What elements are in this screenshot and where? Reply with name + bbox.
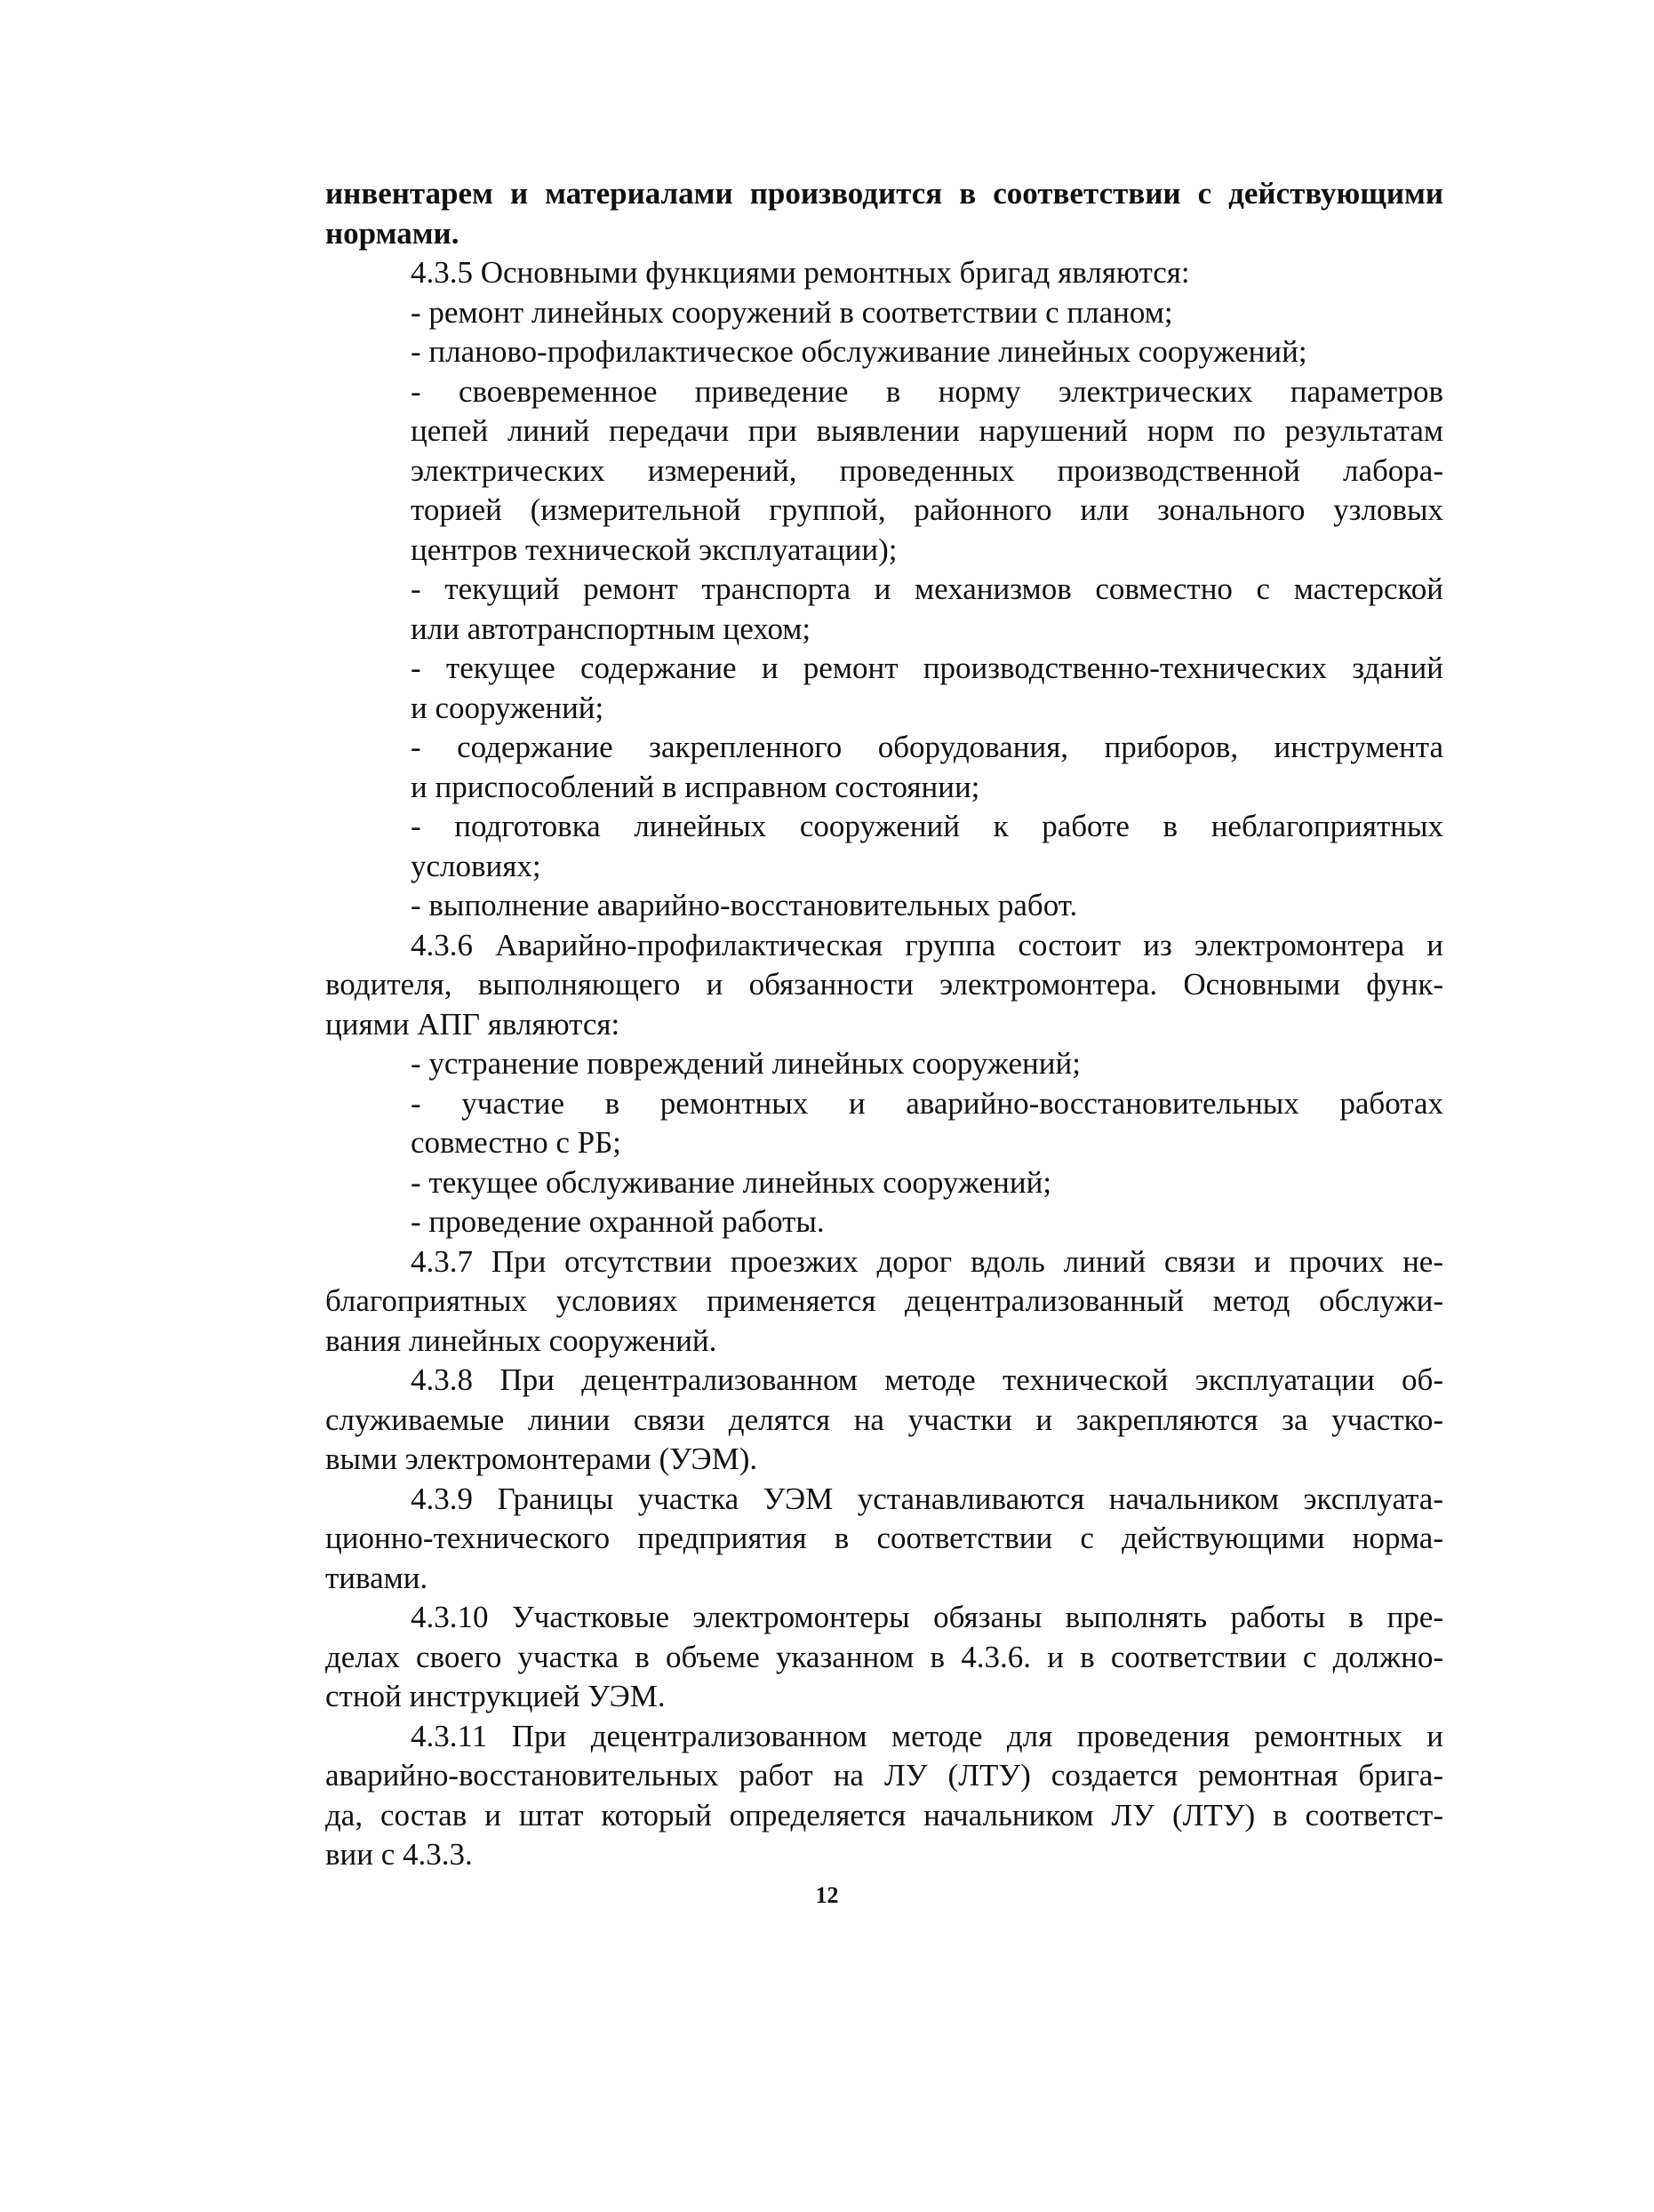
text-line: 4.3.9 Границы участка УЭМ устанавливаются начальником эксплуата- xyxy=(411,1481,1443,1516)
page-number: 12 xyxy=(815,1882,839,1908)
text-line: аварийно-восстановительных работ на ЛУ (ЛТУ) создается ремонтная брига- xyxy=(325,1758,1443,1793)
text-line: вии с 4.3.3. xyxy=(325,1837,473,1872)
text-line: 4.3.5 Основными функциями ремонтных бригад являются: xyxy=(411,255,1190,290)
text-line: водителя, выполняющего и обязанности электромонтера. Основными функ- xyxy=(325,967,1443,1002)
text-line: и сооружений; xyxy=(411,690,604,725)
text-line: - своевременное приведение в норму электрических параметров xyxy=(411,373,1443,409)
text-line: благоприятных условиях применяется децентрализованный метод обслужи- xyxy=(325,1283,1443,1318)
text-line: условиях; xyxy=(411,848,541,883)
text-line: 4.3.7 При отсутствии проезжих дорог вдоль линий связи и прочих не- xyxy=(411,1243,1443,1279)
text-line: 4.3.11 При децентрализованном методе для проведения ремонтных и xyxy=(411,1718,1443,1753)
text-line: делах своего участка в объеме указанном в 4.3.6. и в соответствии с должно- xyxy=(325,1639,1443,1674)
text-line: 4.3.8 При децентрализованном методе технической эксплуатации об- xyxy=(411,1362,1443,1397)
text-line: служиваемые линии связи делятся на участки и закрепляются за участко- xyxy=(325,1401,1443,1437)
text-line: - выполнение аварийно-восстановительных работ. xyxy=(411,888,1078,922)
text-line: или автотранспортным цехом; xyxy=(411,611,811,646)
text-line: да, состав и штат который определяется начальником ЛУ (ЛТУ) в соответст- xyxy=(325,1797,1443,1833)
text-line: стной инструкцией УЭМ. xyxy=(325,1679,666,1713)
text-line: инвентарем и материалами производится в соответствии с действующими xyxy=(325,176,1443,211)
text-line: цепей линий передачи при выявлении нарушений норм по результатам xyxy=(411,413,1443,448)
text-line: - текущий ремонт транспорта и механизмов совместно с мастерской xyxy=(411,571,1443,606)
text-line: - текущее содержание и ремонт производственно-технических зданий xyxy=(411,651,1443,685)
text-line: нормами. xyxy=(325,215,459,251)
text-line: 4.3.10 Участковые электромонтеры обязаны выполнять работы в пре- xyxy=(411,1600,1443,1634)
text-line: - содержание закрепленного оборудования, приборов, инструмента xyxy=(411,730,1443,764)
text-line: - текущее обслуживание линейных сооружений; xyxy=(411,1164,1052,1200)
text-line: выми электромонтерами (УЭМ). xyxy=(325,1441,758,1476)
text-line: ционно-технического предприятия в соответствии с действующими норма- xyxy=(325,1521,1443,1555)
text-line: циями АПГ являются: xyxy=(325,1006,620,1042)
text-line: - подготовка линейных сооружений к работе в неблагоприятных xyxy=(411,809,1443,843)
text-line: 4.3.6 Аварийно-профилактическая группа состоит из электромонтера и xyxy=(411,927,1443,962)
text-line: электрических измерений, проведенных производственной лабора- xyxy=(411,452,1443,488)
text-line: тивами. xyxy=(325,1560,428,1595)
body-text xyxy=(325,174,1443,1875)
text-line: торией (измерительной группой, районного или зонального узловых xyxy=(411,492,1443,527)
text-line: - планово-профилактическое обслуживание линейных сооружений; xyxy=(411,334,1307,369)
text-line: - устранение повреждений линейных сооружений; xyxy=(411,1046,1081,1081)
text-line: центров технической эксплуатации); xyxy=(411,531,898,567)
text-line: и приспособлений в исправном состоянии; xyxy=(411,769,980,804)
text-line: совместно с РБ; xyxy=(411,1125,621,1160)
text-line: - ремонт линейных сооружений в соответствии с планом; xyxy=(411,294,1173,330)
text-line: - участие в ремонтных и аварийно-восстановительных работах xyxy=(411,1085,1443,1121)
text-line: вания линейных сооружений. xyxy=(325,1322,717,1358)
text-line: - проведение охранной работы. xyxy=(411,1204,825,1239)
